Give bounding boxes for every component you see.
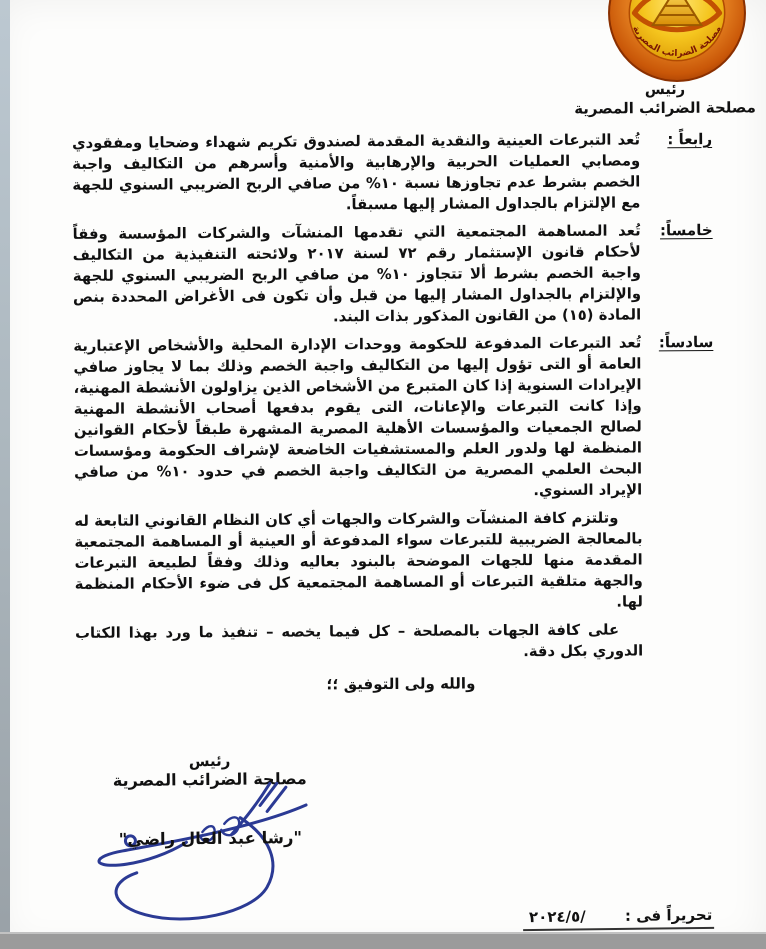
- benediction-line: والله ولى التوفيق ؛؛: [326, 674, 476, 694]
- clause-fourth-text: تُعد التبرعات العينية والنقدية المقدمة لصندوق تكريم شهداء وضحايا ومفقودي ومصابي العمليات الحربية والإرهابية والأمنية وأسرهم من التكاليف واجبة الخصم بشرط عدم تجاوزها نسبة ١٠% من صافي الربح الضريبي السنوي للجهة مع الإلتزام بالجداول المشار إليها مسبقاً.: [72, 131, 641, 214]
- clause-sixth-text: تُعد التبرعات المدفوعة للحكومة ووحدات الإدارة المحلية والأشخاص الإعتبارية العامة أو التى تؤول إليها من التكاليف واجبة الخصم وذلك بما لا يجاوز صافي الإيرادات السنوية إذا كان المتبرع من الأشخاص الذين يزاولون الأنشطة المهنية، وإذا كانت التبرعات والإعانات، التى يقوم بدفعها أصحاب الأنشطة المهنية لصالح الجمعيات والمؤسسات الأهلية المصرية المشهرة طبقاً لأحكام القوانين المنظمة لها ولدور العلم والمستشفيات الخاضعة لإشراف الحكومة ومؤسسات البحث العلمي المصرية من التكاليف واجبة الخصم في حدود ١٠% من صافي الإيراد السنوي.: [73, 334, 643, 500]
- signature-title-chief: رئيس: [188, 751, 231, 771]
- scan-left-edge: [0, 0, 10, 949]
- signature-title-authority: مصلحة الضرائب المصرية: [112, 768, 307, 791]
- clause-sixth-label: سادساً:: [658, 332, 714, 352]
- clause-fourth-label: رابعاً :: [667, 129, 713, 149]
- letterhead: [570, 80, 760, 118]
- date-value: ٢٠٢٤/٥/: [528, 907, 586, 927]
- handwritten-signature-icon: [74, 779, 346, 932]
- date-line: [523, 906, 715, 931]
- closing-paragraph-obligation: وتلتزم كافة المنشآت والشركات والجهات أي كان النظام القانوني التابعة له بالمعالجة الضريبية للتبرعات سواء المدفوعة أو العينية أو المساهمة المجتمعية المقدمة منها للجهات الموضحة بالبنود بعاليه وذلك وفقاً لطبيعة التبرعات والجهة متلقية التبرعات أو المساهمة المجتمعية كل فى ضوء الأحكام المنظمة لها.: [74, 509, 643, 611]
- scan-bottom-edge: [0, 932, 766, 949]
- seal-graphic: [606, 0, 748, 84]
- signer-name: "رشا عبد العال راضي": [118, 828, 303, 849]
- clause-fifth: [73, 220, 714, 329]
- clause-sixth: [73, 332, 714, 504]
- closing-paragraph-instruction: على كافة الجهات بالمصلحة – كل فيما يخصه – تنفيذ ما ورد بهذا الكتاب الدوري بكل دقة.: [75, 621, 644, 661]
- tax-authority-seal-icon: [606, 0, 748, 84]
- date-label: تحريراً فى :: [624, 905, 713, 925]
- seal-ring-text: مصلحة الضرائب المصرية: [630, 24, 724, 59]
- clause-fifth-text: تُعد المساهمة المجتمعية التي تقدمها المنشآت والشركات المؤسسة وفقاً لأحكام قانون الإستثمار رقم ٧٢ لسنة ٢٠١٧ ولائحته التنفيذية من التكاليف واجبة الخصم بشرط ألا تتجاوز ١٠% من صافي الربح الضريبي السنوي للجهة والإلتزام بالجداول المشار إليها من قبل وأن تكون فى الأغراض المحددة بنص المادة (١٥) من القانون المذكور بذات البند.: [72, 222, 642, 326]
- clause-fourth: [72, 129, 713, 217]
- letterhead-title-authority: مصلحة الضرائب المصرية: [574, 98, 756, 118]
- clause-fifth-label: خامساً:: [659, 220, 713, 240]
- signature-block: [82, 751, 339, 850]
- letterhead-title-chief: رئيس: [644, 81, 686, 99]
- letter-body: [72, 129, 715, 695]
